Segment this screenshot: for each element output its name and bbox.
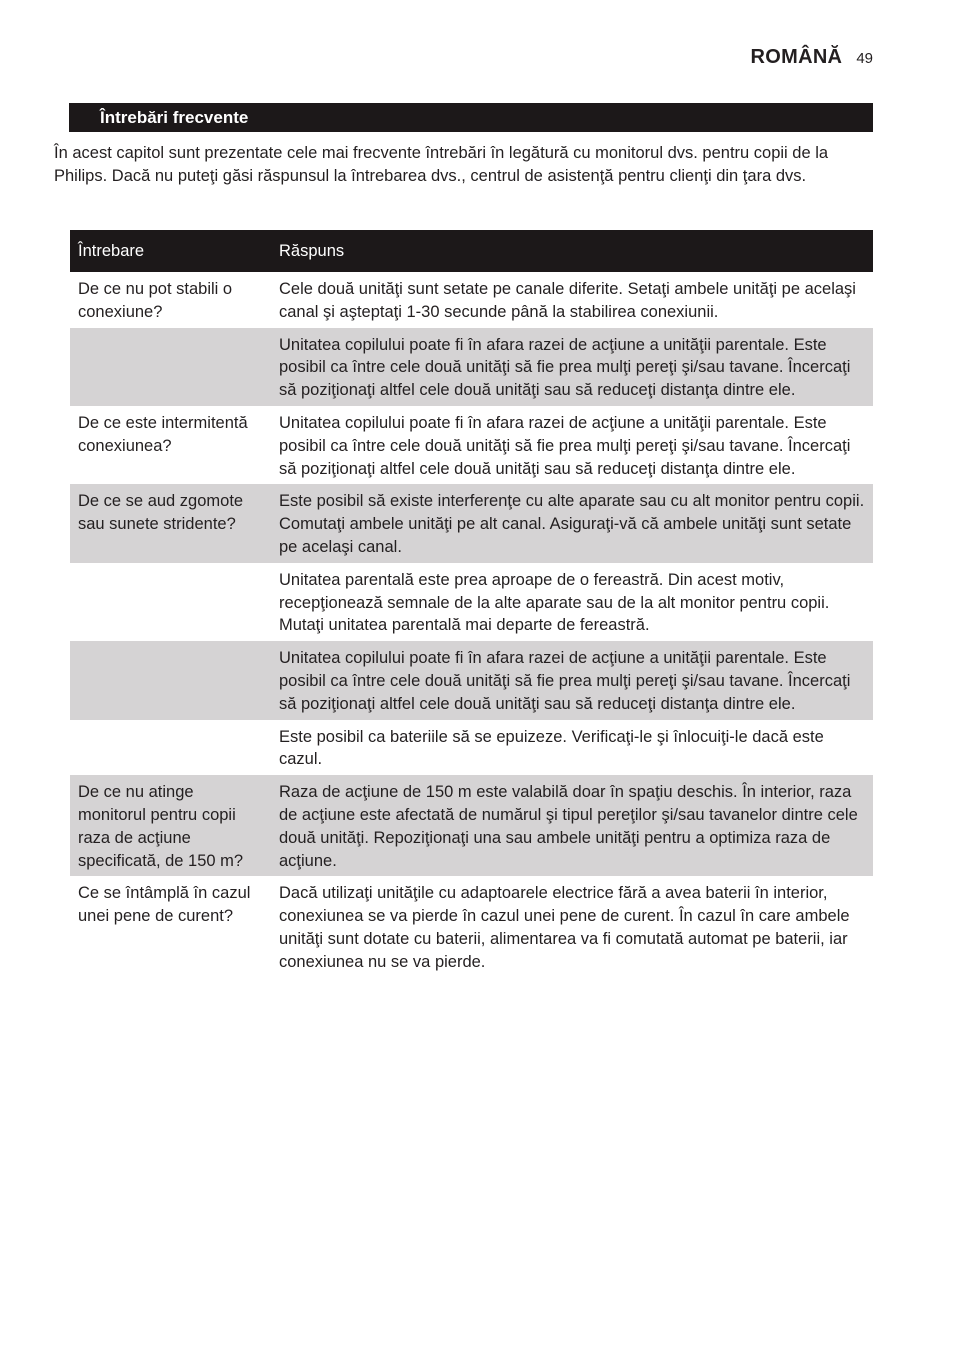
answer-cell: Dacă utilizaţi unităţile cu adaptoarele electrice fără a avea baterii în interior, conexiunea se va pierde în cazul unei pene de curent. În cazul în care ambele unităţi sunt dotate cu baterii, alimentarea va fi comutată automat pe baterii, iar conexiunea nu se va pierde. bbox=[279, 884, 850, 971]
section-title: Întrebări frecvente bbox=[69, 103, 873, 132]
table-row bbox=[70, 563, 873, 641]
language-label: ROMÂNĂ bbox=[750, 46, 843, 68]
table-row bbox=[70, 272, 873, 328]
table-header-row bbox=[70, 230, 873, 272]
answer-cell: Unitatea copilului poate fi în afara razei de acţiune a unităţii parentale. Este posibil ca între cele două unităţi să fie prea mulţi pereţi şi/sau tavane. Încercaţi să poziţionaţi altfel cele două unităţi sau să reduceţi distanţa dintre ele. bbox=[279, 413, 851, 478]
question-cell bbox=[70, 720, 271, 776]
question-cell: De ce nu atinge monitorul pentru copii raza de acţiune specificată, de 150 m? bbox=[70, 775, 271, 876]
intro-paragraph: În acest capitol sunt prezentate cele mai frecvente întrebări în legătură cu monitorul dvs. pentru copii de la Philips. Dacă nu puteţi găsi răspunsul la întrebarea dvs., centrul de asistenţă pentru clienţi din ţara dvs. bbox=[54, 144, 829, 185]
table-row bbox=[70, 484, 873, 562]
question-cell bbox=[70, 563, 271, 641]
table-row bbox=[70, 641, 873, 719]
answer-cell: Este posibil ca bateriile să se epuizeze. Verificaţi-le şi înlocuiţi-le dacă este cazul. bbox=[279, 727, 824, 769]
answer-cell: Raza de acţiune de 150 m este valabilă doar în spaţiu deschis. În interior, raza de acţiune este afectată de numărul şi tipul pereţilor şi/sau tavanelor dintre cele două unităţi. Repoziţionaţi una sau ambele unităţi pentru a optimiza raza de acţiune. bbox=[271, 775, 873, 876]
question-cell: De ce nu pot stabili o conexiune? bbox=[78, 280, 233, 321]
answer-cell: Unitatea copilului poate fi în afara razei de acţiune a unităţii parentale. Este posibil ca între cele două unităţi să fie prea mulţi pereţi şi/sau tavane. Încercaţi să poziţionaţi altfel cele două unităţi sau să reduceţi distanţa dintre ele. bbox=[271, 641, 873, 719]
question-cell bbox=[70, 328, 271, 406]
table-row bbox=[70, 876, 873, 977]
question-cell: De ce este intermitentă conexiunea? bbox=[78, 413, 248, 455]
page-number: 49 bbox=[856, 50, 873, 67]
question-cell: Ce se întâmplă în cazul unei pene de curent? bbox=[78, 884, 251, 926]
table-row bbox=[70, 720, 873, 776]
page-header bbox=[751, 46, 873, 69]
answer-cell: Unitatea copilului poate fi în afara razei de acţiune a unităţii parentale. Este posibil ca între cele două unităţi să fie prea mulţi pereţi şi/sau tavane. Încercaţi să poziţionaţi altfel cele două unităţi sau să reduceţi distanţa dintre ele. bbox=[271, 328, 873, 406]
column-header-answer: Răspuns bbox=[271, 230, 873, 272]
answer-cell: Cele două unităţi sunt setate pe canale diferite. Setaţi ambele unităţi pe acelaşi canal şi aşteptaţi 1-30 secunde până la stabilirea conexiunii. bbox=[279, 280, 856, 321]
answer-cell: Este posibil să existe interferenţe cu alte aparate sau cu alt monitor pentru copii. Comutaţi ambele unităţi pe alt canal. Asiguraţi-vă că ambele unităţi sunt setate pe acelaşi canal. bbox=[271, 484, 873, 562]
column-header-question: Întrebare bbox=[70, 230, 271, 272]
table-row bbox=[70, 328, 873, 406]
table-row bbox=[70, 406, 873, 484]
table-row bbox=[70, 775, 873, 876]
answer-cell: Unitatea parentală este prea aproape de o fereastră. Din acest motiv, recepţionează semnale de la alte aparate sau de la alt monitor pentru copii. Mutaţi unitatea parentală mai departe de fereastră. bbox=[279, 570, 830, 635]
question-cell: De ce se aud zgomote sau sunete stridente? bbox=[70, 484, 271, 562]
faq-table bbox=[70, 230, 873, 978]
question-cell bbox=[70, 641, 271, 719]
